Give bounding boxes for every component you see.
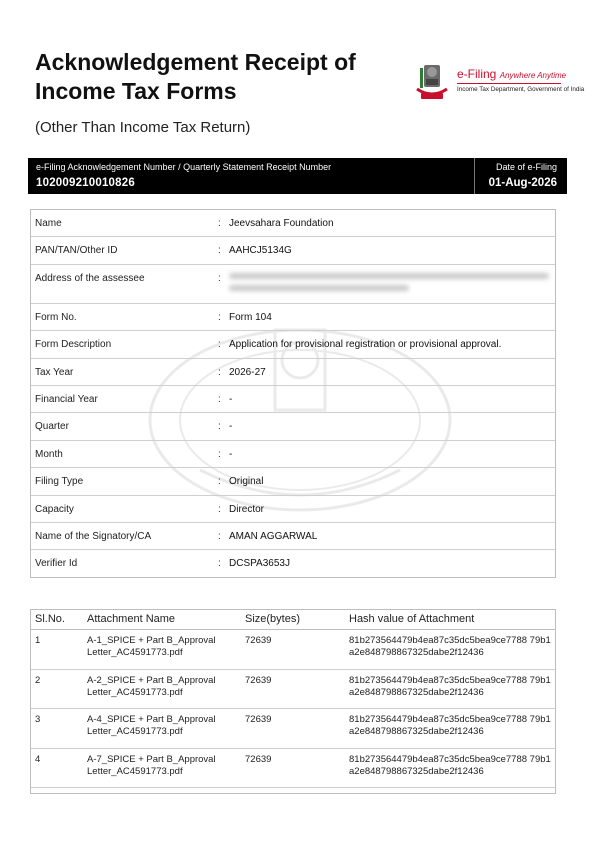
value-quarter: - <box>229 421 233 433</box>
colon: : <box>218 218 221 229</box>
value-name: Jeevsahara Foundation <box>229 218 334 229</box>
table-row <box>31 709 555 749</box>
cell-hash: 81b273564479b4ea87c35dc5bea9ce7788 79b1a2e848798867325dabe2f12436 <box>349 753 551 777</box>
colon: : <box>218 421 221 433</box>
national-emblem-icon <box>415 63 449 101</box>
value-capacity: Director <box>229 503 265 515</box>
value-verifier-id: DCSPA3653J <box>229 558 290 570</box>
ack-number: 102009210010826 <box>36 177 135 189</box>
row-pan <box>31 237 555 264</box>
colon: : <box>218 530 221 542</box>
label-form-description: Form Description <box>35 339 112 351</box>
value-month: - <box>229 448 233 460</box>
row-month <box>31 441 555 468</box>
cell-size: 72639 <box>245 753 272 765</box>
label-name: Name <box>35 218 62 229</box>
logo-subtitle: Income Tax Department, Government of India <box>457 86 585 93</box>
colon: : <box>218 476 221 488</box>
row-form-no <box>31 304 555 331</box>
colon: : <box>218 448 221 460</box>
label-quarter: Quarter <box>35 421 69 433</box>
label-tax-year: Tax Year <box>35 366 74 378</box>
details-table <box>30 209 556 578</box>
value-pan: AAHCJ5134G <box>229 245 292 257</box>
ack-number-label: e-Filing Acknowledgement Number / Quarterly Statement Receipt Number <box>36 162 332 172</box>
colon: : <box>218 503 221 515</box>
row-address <box>31 265 555 304</box>
label-verifier-id: Verifier Id <box>35 558 78 570</box>
label-filing-type: Filing Type <box>35 476 84 488</box>
row-financial-year <box>31 386 555 413</box>
colon: : <box>218 558 221 570</box>
value-tax-year: 2026-27 <box>229 366 266 378</box>
row-filing-type <box>31 468 555 495</box>
page-title: Acknowledgement Receipt of Income Tax Forms <box>35 49 356 104</box>
logo-tagline: Anywhere Anytime <box>499 71 567 80</box>
ack-divider <box>474 158 475 194</box>
filing-date: 01-Aug-2026 <box>488 177 557 189</box>
cell-hash: 81b273564479b4ea87c35dc5bea9ce7788 79b1a2e848798867325dabe2f12436 <box>349 714 551 737</box>
colon: : <box>218 272 221 284</box>
colon: : <box>218 339 221 351</box>
value-form-description: Application for provisional registration or provisional approval. <box>229 339 502 351</box>
cell-sl-no: 2 <box>35 674 41 686</box>
logo-brand-text: e-Filing <box>457 67 497 81</box>
row-verifier-id <box>31 550 555 576</box>
value-financial-year: - <box>229 393 233 405</box>
label-address: Address of the assessee <box>35 272 145 284</box>
value-signatory: AMAN AGGARWAL <box>229 530 318 542</box>
cell-sl-no: 1 <box>35 635 41 646</box>
acknowledgement-bar <box>28 158 567 194</box>
label-capacity: Capacity <box>35 503 74 515</box>
attachments-table <box>30 609 556 794</box>
cell-sl-no: 3 <box>35 714 41 725</box>
value-filing-type: Original <box>229 476 264 488</box>
colon: : <box>218 311 221 323</box>
header-size: Size(bytes) <box>245 613 301 625</box>
label-financial-year: Financial Year <box>35 393 98 405</box>
cell-hash: 81b273564479b4ea87c35dc5bea9ce7788 79b1a2e848798867325dabe2f12436 <box>349 674 551 698</box>
attachments-header <box>31 610 555 630</box>
cell-attachment-name: A-1_SPICE + Part B_Approval Letter_AC4591773.pdf <box>87 635 216 658</box>
row-name <box>31 210 555 237</box>
label-pan: PAN/TAN/Other ID <box>35 245 118 257</box>
row-signatory <box>31 523 555 550</box>
table-row <box>31 749 555 789</box>
cell-attachment-name: A-4_SPICE + Part B_Approval Letter_AC4591773.pdf <box>87 714 216 737</box>
cell-hash: 81b273564479b4ea87c35dc5bea9ce7788 79b1a2e848798867325dabe2f12436 <box>349 635 551 658</box>
colon: : <box>218 366 221 378</box>
row-capacity <box>31 496 555 523</box>
value-form-no: Form 104 <box>229 311 272 323</box>
cell-attachment-name: A-2_SPICE + Part B_Approval Letter_AC4591773.pdf <box>87 674 216 698</box>
page-subtitle: (Other Than Income Tax Return) <box>35 119 251 136</box>
cell-size: 72639 <box>245 674 272 686</box>
table-row <box>31 630 555 670</box>
colon: : <box>218 393 221 405</box>
label-form-no: Form No. <box>35 311 77 323</box>
label-signatory: Name of the Signatory/CA <box>35 530 152 542</box>
header-sl-no: Sl.No. <box>35 613 65 625</box>
cell-attachment-name: A-7_SPICE + Part B_Approval Letter_AC4591773.pdf <box>87 753 216 777</box>
address-redacted <box>229 271 559 299</box>
header-hash: Hash value of Attachment <box>349 613 475 625</box>
cell-size: 72639 <box>245 714 272 725</box>
row-quarter <box>31 413 555 440</box>
row-tax-year <box>31 359 555 386</box>
logo-divider <box>457 83 561 84</box>
table-row <box>31 670 555 710</box>
header-attachment-name: Attachment Name <box>87 613 176 625</box>
cell-size: 72639 <box>245 635 272 646</box>
efiling-logo <box>413 60 585 105</box>
filing-date-label: Date of e-Filing <box>495 162 557 172</box>
row-form-description <box>31 331 555 358</box>
label-month: Month <box>35 448 63 460</box>
colon: : <box>218 245 221 257</box>
cell-sl-no: 4 <box>35 753 41 765</box>
